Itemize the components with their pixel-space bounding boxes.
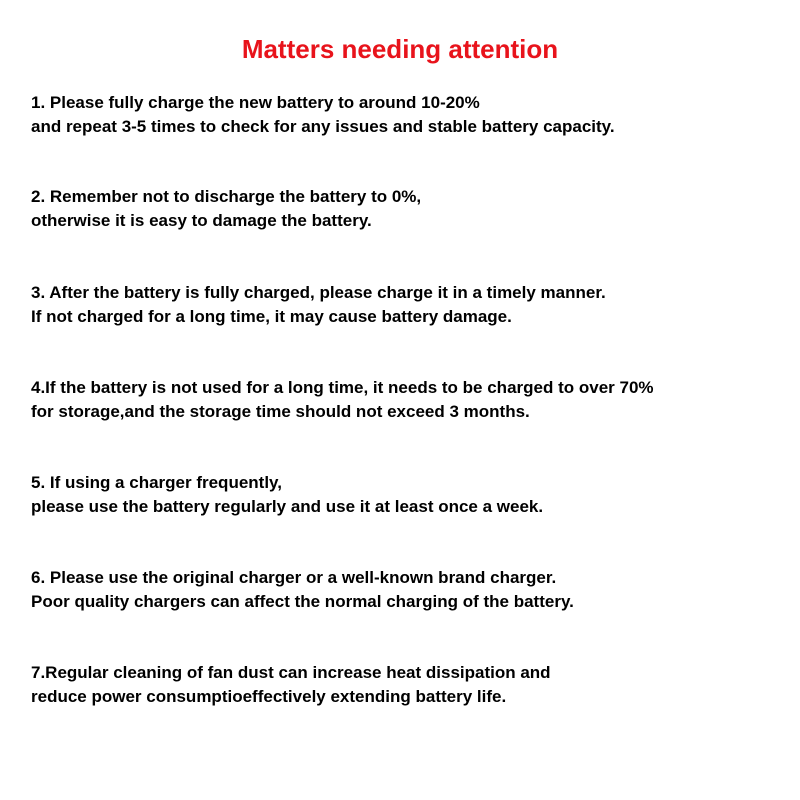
note-2-line-1: 2. Remember not to discharge the battery to 0%, xyxy=(31,187,422,206)
note-item-3 xyxy=(31,281,791,329)
page-title: Matters needing attention xyxy=(241,34,559,64)
note-6-line-2: Poor quality chargers can affect the normal charging of the battery. xyxy=(31,592,574,611)
note-5-line-1: 5. If using a charger frequently, xyxy=(31,473,282,492)
note-5-line-2: please use the battery regularly and use it at least once a week. xyxy=(31,497,544,516)
note-1-line-1: 1. Please fully charge the new battery to around 10-20% xyxy=(31,93,480,112)
note-item-7 xyxy=(31,661,791,709)
note-7-line-1: 7.Regular cleaning of fan dust can increase heat dissipation and xyxy=(31,663,551,682)
note-3-line-1: 3. After the battery is fully charged, please charge it in a timely manner. xyxy=(31,283,606,302)
note-item-6 xyxy=(31,566,791,614)
note-4-line-2: for storage,and the storage time should not exceed 3 months. xyxy=(31,402,530,421)
note-4-line-1: 4.If the battery is not used for a long time, it needs to be charged to over 70% xyxy=(31,378,654,397)
note-item-5 xyxy=(31,471,791,519)
note-7-line-2: reduce power consumptioeffectively extending battery life. xyxy=(31,687,507,706)
note-item-2 xyxy=(31,185,791,233)
note-3-line-2: If not charged for a long time, it may cause battery damage. xyxy=(31,307,512,326)
note-2-line-2: otherwise it is easy to damage the battery. xyxy=(31,211,372,230)
note-item-1 xyxy=(31,91,791,139)
note-item-4 xyxy=(31,376,791,424)
note-6-line-1: 6. Please use the original charger or a well-known brand charger. xyxy=(31,568,557,587)
note-1-line-2: and repeat 3-5 times to check for any issues and stable battery capacity. xyxy=(31,117,615,136)
